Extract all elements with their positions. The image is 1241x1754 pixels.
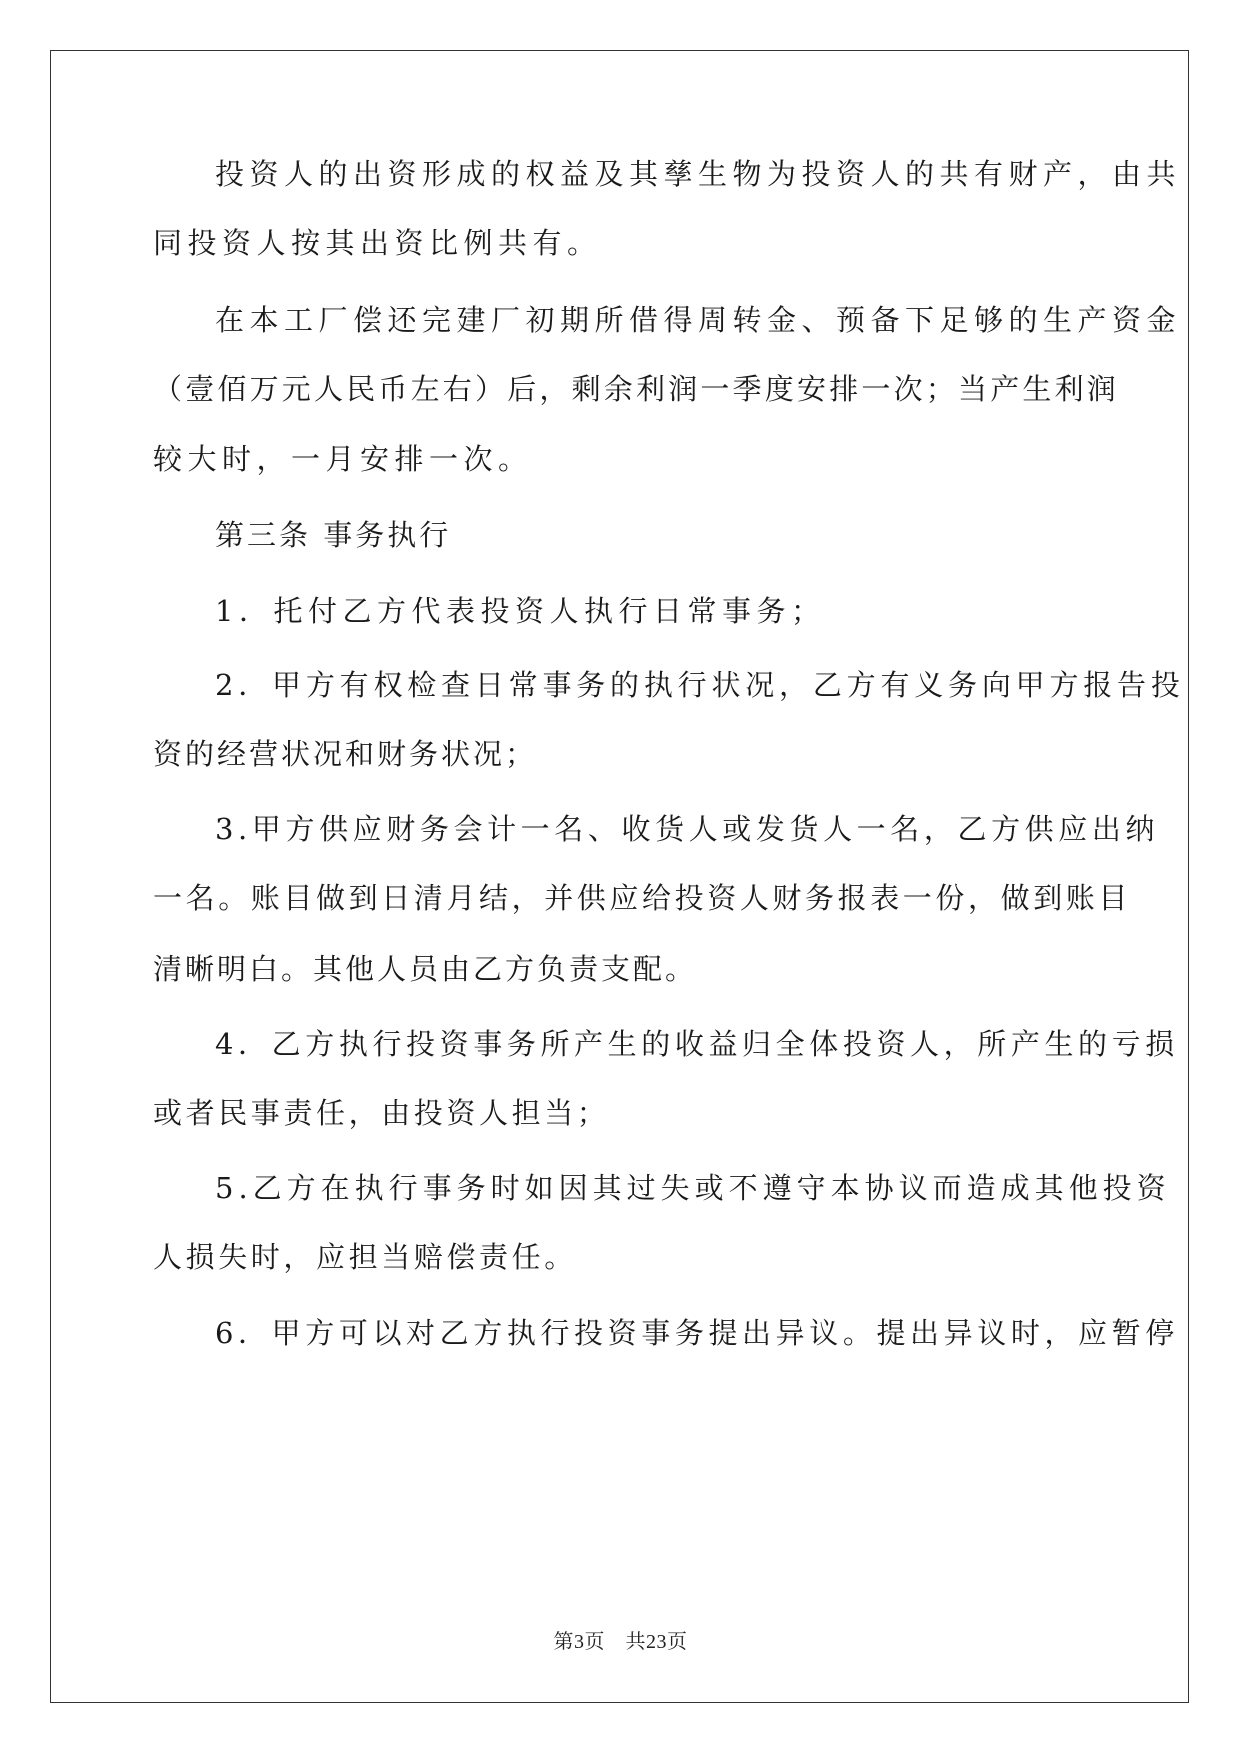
list-item: 3.甲方供应财务会计一名、收货人或发货人一名，乙方供应出纳 <box>215 812 1160 846</box>
list-item: 4．乙方执行投资事务所产生的收益归全体投资人，所产生的亏损 <box>215 1027 1179 1061</box>
paragraph-line: 投资人的出资形成的权益及其孳生物为投资人的共有财产，由共 <box>215 157 1182 191</box>
paragraph-line: 资的经营状况和财务状况； <box>153 737 538 771</box>
paragraph-line: 在本工厂偿还完建厂初期所借得周转金、预备下足够的生产资金 <box>215 303 1182 337</box>
list-item: 2．甲方有权检查日常事务的执行状况，乙方有义务向甲方报告投 <box>215 668 1185 702</box>
paragraph-line: 较大时，一月安排一次。 <box>153 442 533 476</box>
paragraph-line: 清晰明白。其他人员由乙方负责支配。 <box>153 952 698 986</box>
list-item: 5.乙方在执行事务时如因其过失或不遵守本协议而造成其他投资 <box>215 1171 1171 1205</box>
paragraph-line: 人损失时，应担当赔偿责任。 <box>153 1240 577 1274</box>
section-heading: 第三条 事务执行 <box>215 518 452 552</box>
list-item: 6．甲方可以对乙方执行投资事务提出异议。提出异议时，应暂停 <box>215 1316 1179 1350</box>
page-border <box>50 50 1189 1703</box>
paragraph-line: 同投资人按其出资比例共有。 <box>153 226 602 260</box>
paragraph-line: （壹佰万元人民币左右）后，剩余利润一季度安排一次；当产生利润 <box>153 372 1120 406</box>
list-item: 1．托付乙方代表投资人执行日常事务； <box>215 594 826 628</box>
paragraph-line: 一名。账目做到日清月结，并供应给投资人财务报表一份，做到账目 <box>153 881 1132 915</box>
page-number: 第3页 共23页 <box>553 1631 688 1653</box>
paragraph-line: 或者民事责任，由投资人担当； <box>153 1096 610 1130</box>
